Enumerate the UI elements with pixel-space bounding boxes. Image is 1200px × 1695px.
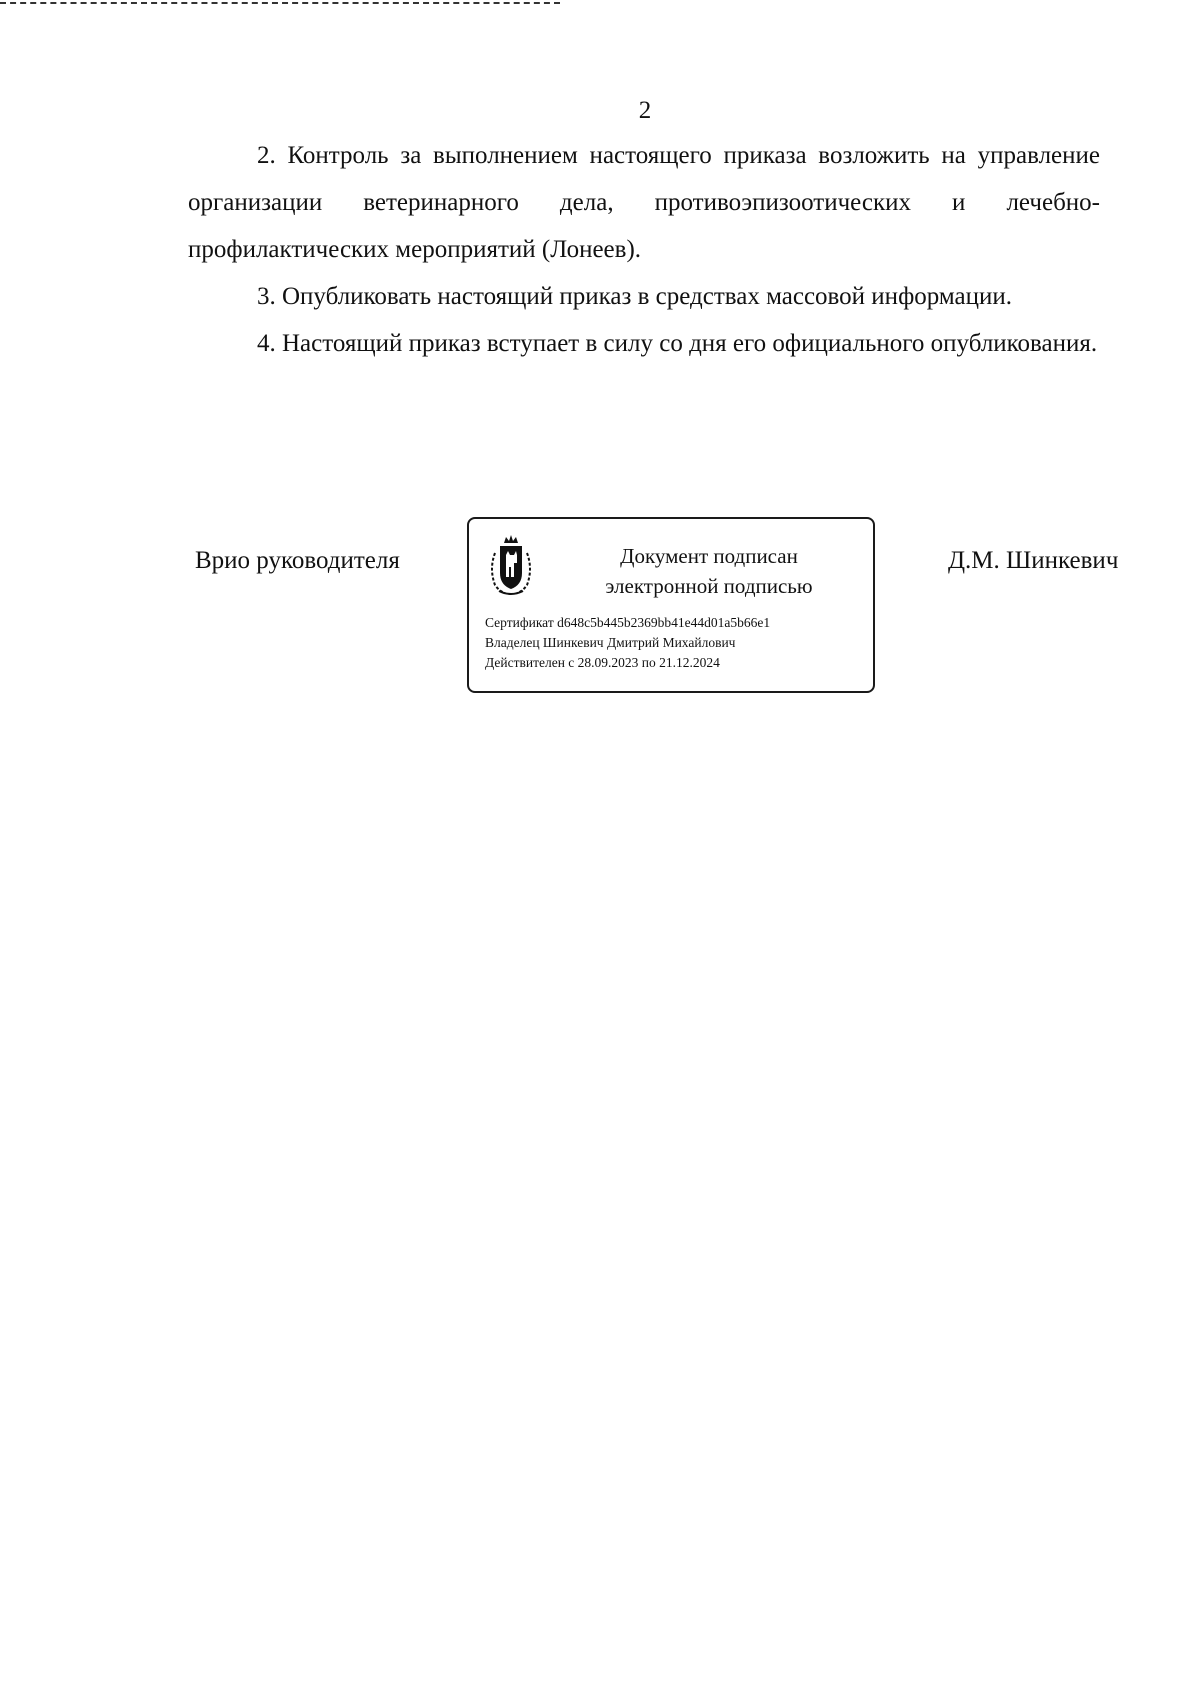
esig-certificate: Сертификат d648c5b445b2369bb41e44d01a5b66e1 [485,615,771,630]
esig-title [589,541,829,601]
esig-title-line1: Документ подписан [620,544,798,568]
esig-details [485,613,865,673]
page-number: 2 [638,97,652,124]
signatory-position: Врио руководителя [195,547,400,574]
paragraph-4: 4. Настоящий приказ вступает в силу со дня его официального опубликования. [257,330,1098,357]
esig-title-line2: электронной подписью [605,574,813,598]
document-body [188,132,1100,367]
esig-owner: Владелец Шинкевич Дмитрий Михайлович [485,635,736,650]
esig-validity: Действителен с 28.09.2023 по 21.12.2024 [485,655,720,670]
signatory-name: Д.М. Шинкевич [948,547,1119,574]
paragraph-2: 2. Контроль за выполнением настоящего приказа возложить на управление организации ветеринарного дела, противоэпизоотических и лечебно-профилактических мероприятий (Лонеев). [188,142,1100,263]
paragraph-3: 3. Опубликовать настоящий приказ в средствах массовой информации. [257,283,1013,310]
coat-of-arms-icon [487,533,535,597]
scan-edge-line [0,2,560,4]
electronic-signature-stamp [467,517,875,693]
